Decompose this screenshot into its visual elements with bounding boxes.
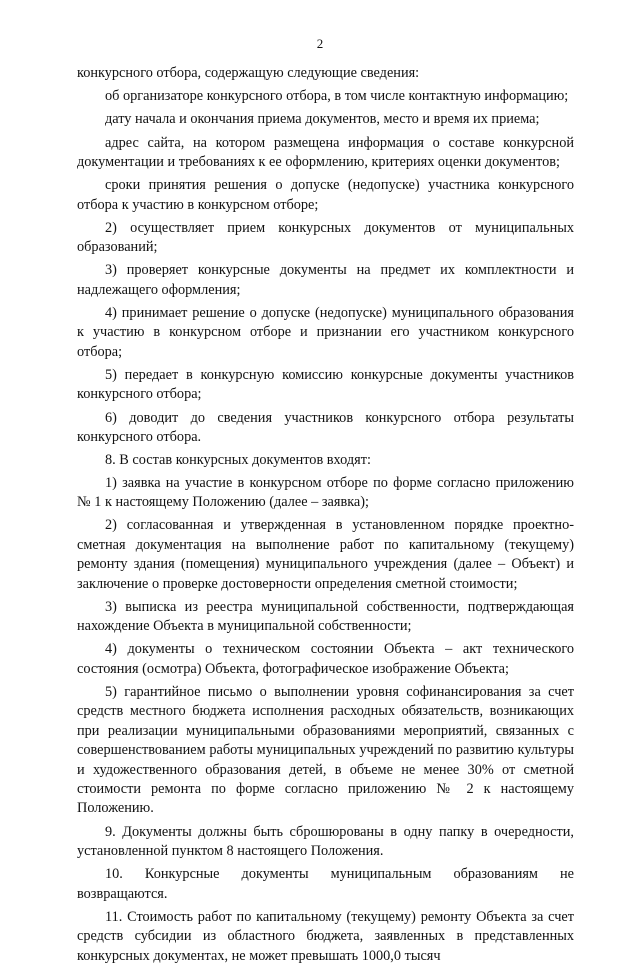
paragraph: 9. Документы должны быть сброшюрованы в одну папку в очередности, установленной пунктом 8 настоящего Положения. [77,823,574,859]
paragraph: 3) выписка из реестра муниципальной собственности, подтверждающая нахождение Объекта в муниципальной собственности; [77,598,574,635]
paragraph: 1) заявка на участие в конкурсном отборе по форме согласно приложению № 1 к настоящему Положению (далее – заявка); [77,474,574,511]
document-body [77,64,574,970]
paragraph: 10. Конкурсные документы муниципальным образованиям не возвращаются. [77,866,574,902]
paragraph: адрес сайта, на котором размещена информация о составе конкурсной документации и требованиях к ее оформлению, критериях оценки документов; [77,134,574,171]
paragraph: 4) документы о техническом состоянии Объекта – акт технического состояния (осмотра) Объекта, фотографическое изображение Объекта; [77,641,574,677]
paragraph: сроки принятия решения о допуске (недопуске) участника конкурсного отбора к участию в конкурсном отборе; [77,177,574,213]
paragraph: конкурсного отбора, содержащую следующие сведения: [77,65,420,81]
page-number: 2 [316,36,324,51]
paragraph: 8. В состав конкурсных документов входят: [105,452,371,469]
paragraph: 5) гарантийное письмо о выполнении уровня софинансирования за счет средств местного бюджета исполнения расходных обязательств, возникающих при реализации муниципальными образованиями мероприятий, связанных с совершенствованием работы муниципальных учреждений по развитию культуры и художественного образования детей, в объеме не менее 30% от сметной стоимости ремонта по форме согласно приложению № 2 к настоящему Положению. [77,683,574,817]
paragraph: 6) доводит до сведения участников конкурсного отбора результаты конкурсного отбора. [77,409,574,446]
paragraph: 2) согласованная и утвержденная в установленном порядке проектно-сметная документация на выполнение работ по капитальному (текущему) ремонту здания (помещения) муниципального учреждения (далее – Объект) и заключение о проверке достоверности определения сметной стоимости; [77,517,574,592]
paragraph: об организаторе конкурсного отбора, в том числе контактную информацию; [105,88,569,105]
paragraph: 3) проверяет конкурсные документы на предмет их комплектности и надлежащего оформления; [77,262,574,298]
paragraph: 5) передает в конкурсную комиссию конкурсные документы участников конкурсного отбора; [77,367,574,403]
paragraph: дату начала и окончания приема документов, место и время их приема; [105,111,540,128]
paragraph: 11. Стоимость работ по капитальному (текущему) ремонту Объекта за счет средств субсидии из областного бюджета, заявленных в представленных конкурсных документах, не может превышать 1000,0 тысяч [77,908,574,964]
paragraph: 4) принимает решение о допуске (недопуске) муниципального образования к участию в конкурсном отборе и признании его участником конкурсного отбора; [77,305,574,360]
paragraph: 2) осуществляет прием конкурсных документов от муниципальных образований; [77,219,574,256]
